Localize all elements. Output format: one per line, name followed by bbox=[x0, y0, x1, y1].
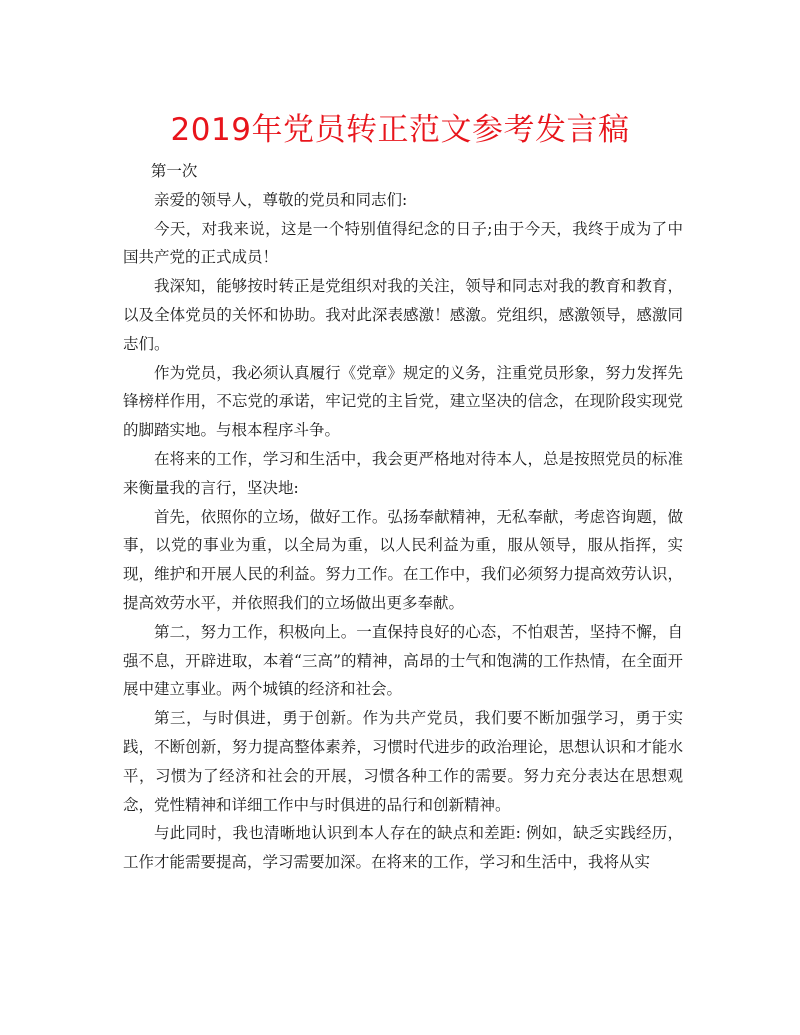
paragraph: 我深知，能够按时转正是党组织对我的关注，领导和同志对我的教育和教育，以及全体党员的关怀和协助。我对此深表感激！感激。党组织，感激领导，感激同志们。 bbox=[123, 277, 683, 353]
paragraph: 第二，努力工作，积极向上。一直保持良好的心态，不怕艰苦，坚持不懈，自强不息，开辟进取，本着“三高”的精神，高昂的士气和饱满的工作热情，在全面开展中建立事业。两个城镇的经济和社会。 bbox=[123, 622, 683, 699]
paragraph: 首先，依照你的立场，做好工作。弘扬奉献精神，无私奉献，考虑咨询题，做事，以党的事业为重，以全局为重，以人民利益为重，服从领导，服从指挥，实现，维护和开展人民的利益。努力工作。在工作中，我们必须努力提高效劳认识，提高效劳水平，并依照我们的立场做出更多奉献。 bbox=[123, 507, 683, 612]
document-title: 2019年党员转正范文参考发言稿 bbox=[170, 112, 630, 148]
paragraph: 在将来的工作，学习和生活中，我会更严格地对待本人，总是按照党员的标准来衡量我的言行，坚决地: bbox=[123, 449, 683, 497]
paragraph-salutation: 亲爱的领导人，尊敬的党员和同志们: bbox=[154, 190, 408, 209]
document-body bbox=[123, 157, 683, 877]
paragraph: 今天，对我来说，这是一个特别值得纪念的日子;由于今天，我终于成为了中国共产党的正式成员！ bbox=[123, 219, 683, 267]
paragraph: 与此同时，我也清晰地认识到本人存在的缺点和差距: 例如，缺乏实践经历，工作才能需要提高，学习需要加深。在将来的工作，学习和生活中，我将从实 bbox=[123, 824, 683, 872]
paragraph: 第三，与时俱进，勇于创新。作为共产党员，我们要不断加强学习，勇于实践，不断创新，努力提高整体素养，习惯时代进步的政治理论，思想认识和才能水平，习惯为了经济和社会的开展，习惯各种工作的需要。努力充分表达在思想观念，党性精神和详细工作中与时俱进的品行和创新精神。 bbox=[123, 709, 683, 814]
paragraph: 作为党员，我必须认真履行《党章》规定的义务，注重党员形象，努力发挥先锋榜样作用，不忘党的承诺，牢记党的主旨党，建立坚决的信念，在现阶段实现党的脚踏实地。与根本程序斗争。 bbox=[123, 363, 683, 440]
paragraph-section-heading: 第一次 bbox=[150, 162, 198, 180]
